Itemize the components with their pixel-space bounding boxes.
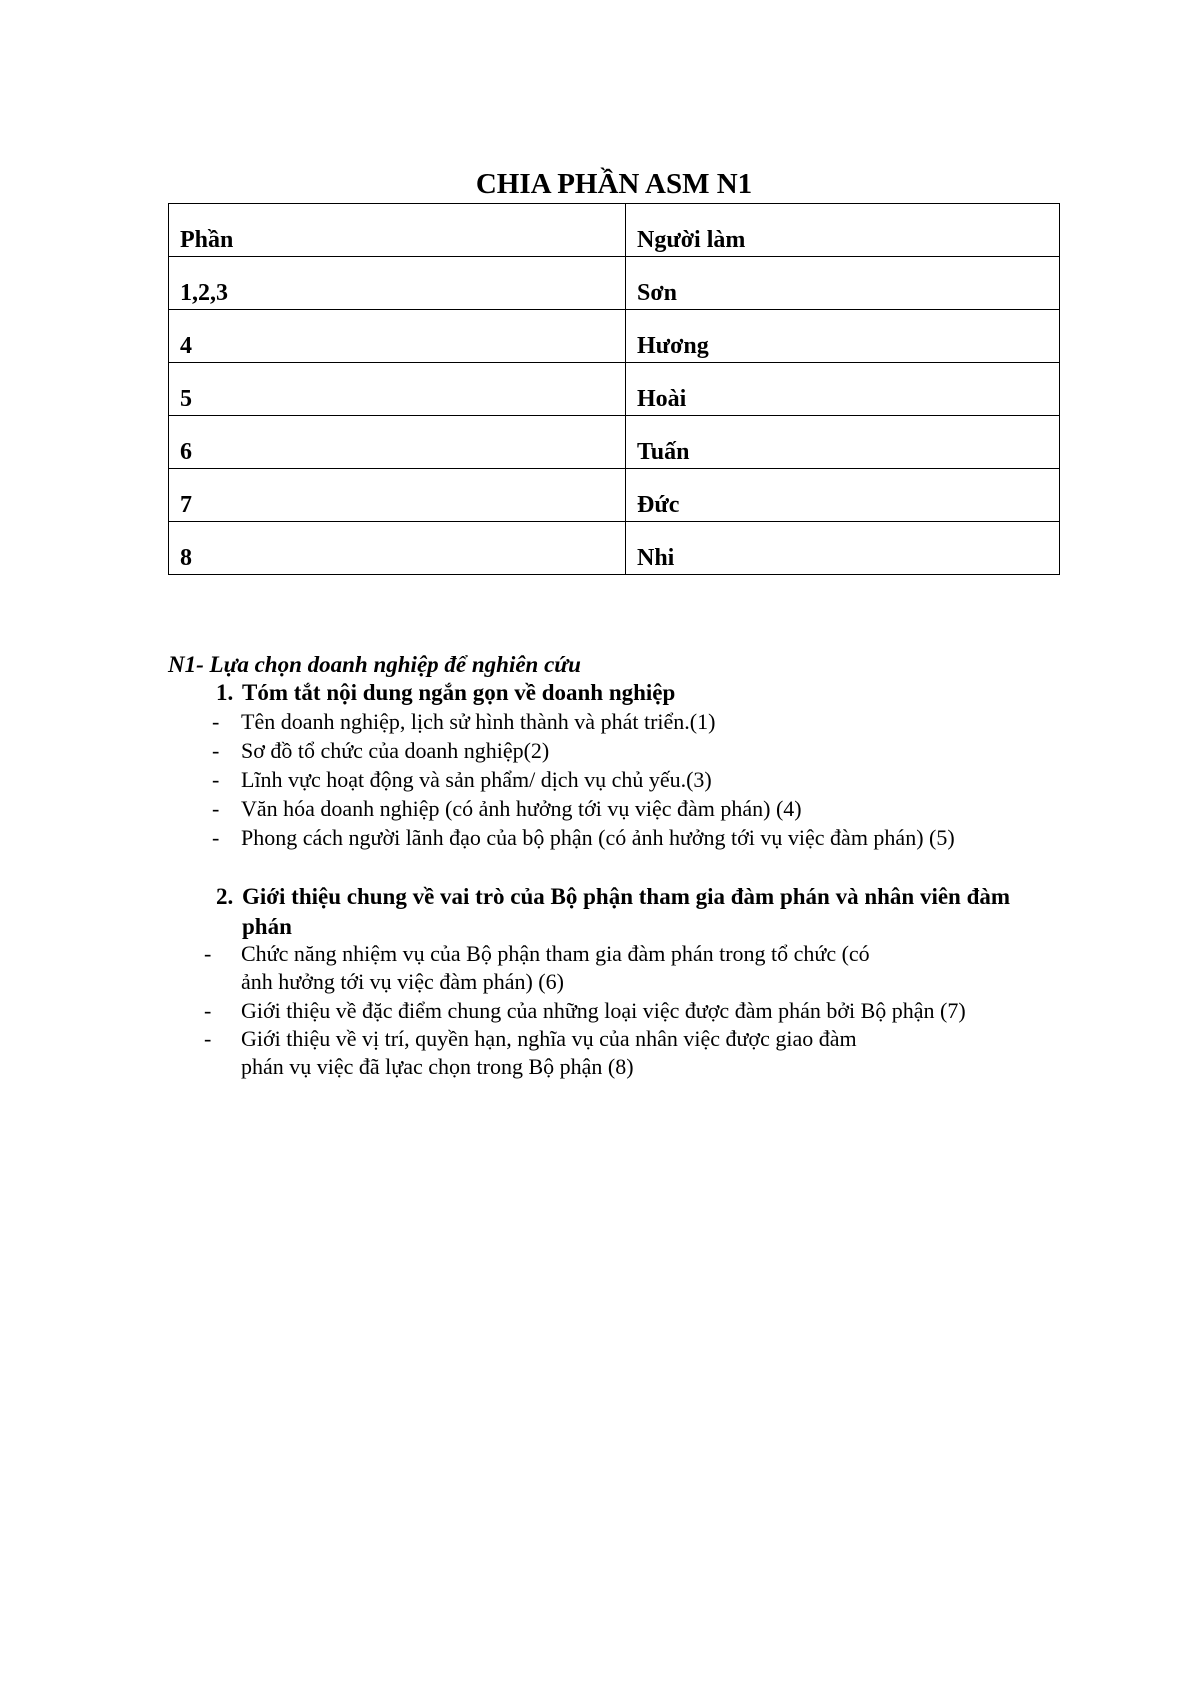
table-row (169, 310, 1060, 363)
bullet-dash: - (212, 738, 220, 763)
table-cell-part: 6 (169, 416, 626, 469)
bullet-dash: - (212, 796, 220, 821)
list-item-text: Phong cách người lãnh đạo của bộ phận (có ảnh hưởng tới vụ việc đàm phán) (5) (241, 825, 955, 850)
list-item-text: Văn hóa doanh nghiệp (có ảnh hưởng tới vụ việc đàm phán) (4) (241, 796, 802, 821)
table-cell-person: Nhi (626, 522, 1060, 575)
table-row (169, 363, 1060, 416)
table-cell-part: 7 (169, 469, 626, 522)
table-row (169, 416, 1060, 469)
table-cell-person: Hoài (626, 363, 1060, 416)
table-header-cell: Phần (169, 204, 626, 257)
part1-number: 1. (216, 680, 234, 705)
assignment-table (168, 203, 1060, 575)
list-item-text-line1: Giới thiệu về đặc điểm chung của những loại việc được đàm phán bởi Bộ phận (7) (241, 998, 966, 1023)
list-item-text-line2: phán vụ việc đã lựac chọn trong Bộ phận (8) (241, 1054, 634, 1079)
list-item-text-line1: Chức năng nhiệm vụ của Bộ phận tham gia đàm phán trong tổ chức (có (241, 941, 870, 966)
bullet-dash: - (204, 1026, 212, 1051)
table-cell-part: 8 (169, 522, 626, 575)
part1-heading (216, 678, 1076, 708)
table-cell-part: 5 (169, 363, 626, 416)
table-row (169, 469, 1060, 522)
table-cell-person: Sơn (626, 257, 1060, 310)
table-cell-part: 4 (169, 310, 626, 363)
part2-number: 2. (216, 884, 234, 909)
list-item-text: Tên doanh nghiệp, lịch sử hình thành và phát triển.(1) (241, 709, 716, 734)
part2-title-line1: Giới thiệu chung về vai trò của Bộ phận tham gia đàm phán và nhân viên đàm (242, 884, 1011, 909)
bullet-dash: - (212, 767, 220, 792)
list-item-text: Sơ đồ tổ chức của doanh nghiệp(2) (241, 738, 550, 763)
table-header-cell: Người làm (626, 204, 1060, 257)
table-cell-part: 1,2,3 (169, 257, 626, 310)
bullet-dash: - (204, 941, 212, 966)
bullet-dash: - (212, 709, 220, 734)
table-row (169, 257, 1060, 310)
section-heading: N1- Lựa chọn doanh nghiệp để nghiên cứu (168, 652, 581, 677)
page-title: CHIA PHẦN ASM N1 (475, 168, 753, 200)
table-cell-person: Tuấn (626, 416, 1060, 469)
part1-title: Tóm tắt nội dung ngắn gọn về doanh nghiệp (242, 680, 676, 705)
list-item-text: Lĩnh vực hoạt động và sản phẩm/ dịch vụ chủ yếu.(3) (241, 767, 712, 792)
bullet-dash: - (204, 998, 212, 1023)
bullet-dash: - (212, 825, 220, 850)
list-item-text-line1: Giới thiệu về vị trí, quyền hạn, nghĩa vụ của nhân việc được giao đàm (241, 1026, 857, 1051)
table-row (169, 522, 1060, 575)
part2-title-line2: phán (242, 914, 292, 939)
list-item-text-line2: ảnh hưởng tới vụ việc đàm phán) (6) (241, 969, 564, 994)
table-cell-person: Hương (626, 310, 1060, 363)
part2-heading (216, 882, 1076, 942)
table-cell-person: Đức (626, 469, 1060, 522)
table-header-row (169, 204, 1060, 257)
